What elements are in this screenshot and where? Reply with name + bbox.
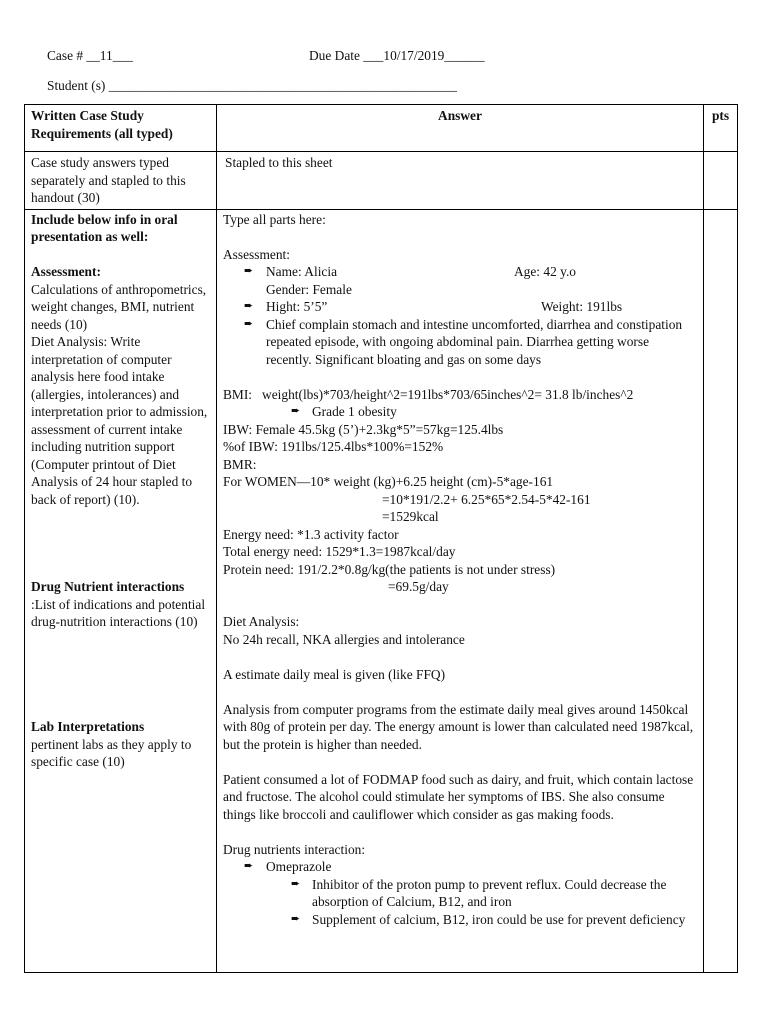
arrow-bullet-icon: ➨ [291,405,301,417]
ibw-calc: IBW: Female 45.5kg (5’)+2.3kg*5”=57kg=125.4lbs [223,421,504,437]
bullet-height [223,298,697,316]
patient-gender: Gender: Female [266,281,352,297]
table-row [25,152,738,210]
arrow-bullet-icon: ➨ [244,860,254,872]
assessment-label: Assessment: [223,246,290,262]
lab-title: Lab Interpretations [31,719,145,734]
table-header-row [25,105,738,152]
patient-name: Name: Alicia [266,264,338,279]
student-field: Student (s) ____________________________________________________ [47,78,457,93]
arrow-bullet-icon: ➨ [291,877,301,890]
supplement-note: Supplement of calcium, B12, iron could be use for prevent deficiency [312,911,686,927]
bmi-calc: BMI: weight(lbs)*703/height^2=191lbs*703/65inches^2= 31.8 lb/inches^2 [223,386,634,402]
due-date: Due Date ___10/17/2019______ [309,48,485,63]
patient-age: Age: 42 y.o [514,264,576,279]
pct-ibw-calc: %of IBW: 191lbs/125.4lbs*100%=152% [223,439,444,454]
no-recall: No 24h recall, NKA allergies and intolerance [223,631,465,647]
bullet-inhibitor [223,876,697,911]
arrow-bullet-icon: ➨ [244,317,254,330]
drug-nutrients-label: Drug nutrients interaction: [223,841,366,857]
inhibitor-note: Inhibitor of the proton pump to prevent reflux. Could decrease the absorption of Calcium, B12, and iron [312,876,667,909]
drug-title: Drug Nutrient interactions [31,579,185,594]
obesity-grade: Grade 1 obesity [312,404,397,419]
patient-height: Hight: 5’5” [266,299,328,314]
fodmap-note: Patient consumed a lot of FODMAP food such as dairy, and fruit, which contain lactose and fructose. The alcohol could stimulate her symptoms of IBS. She also consume things like broccoli and cauliflower which consider as gas making foods. [223,771,694,822]
total-energy-need: Total energy need: 1529*1.3=1987kcal/day [223,544,456,559]
col-header-answer: Answer [217,105,704,152]
bmr-calc: =10*191/2.2+ 6.25*65*2.54-5*42-161 [382,491,591,507]
protein-need: Protein need: 191/2.2*0.8g/kg(the patients is not under stress) [223,561,556,577]
arrow-bullet-icon: ➨ [244,300,254,312]
pts-cell [704,209,738,972]
bmr-label: BMR: [223,456,257,472]
case-number: Case # __11___ [47,48,133,63]
drug-section [31,578,210,631]
chief-complaint: Chief complain stomach and intestine uncomforted, diarrhea and constipation repeated episode, with ongoing abdominal pain. Diarrhea getting worse recently. Significant bloating and gas on some days [266,316,683,367]
computer-analysis: Analysis from computer programs from the estimate daily meal gives around 1450kcal with 80g of protein per day. The energy amount is lower than calculated need 1987kcal, but the protein is higher than needed. [223,701,694,752]
col-header-requirements: Written Case Study Requirements (all typed) [25,105,217,152]
answer-stapled [217,152,704,210]
answer-stapled-text: Stapled to this sheet [225,155,333,170]
requirements-cell [25,209,217,972]
arrow-bullet-icon: ➨ [244,265,254,277]
protein-result: =69.5g/day [388,579,449,594]
lab-text: pertinent labs as they apply to specific case (10) [31,736,192,769]
bmr-women-formula: For WOMEN—10* weight (kg)+6.25 height (cm)-5*age-161 [223,474,554,489]
bullet-name [223,263,697,281]
drug-text: :List of indications and potential drug-nutrition interactions (10) [31,596,206,629]
estimate-meal: A estimate daily meal is given (like FFQ) [223,666,446,682]
answer-cell [217,209,704,972]
type-all-parts: Type all parts here: [223,211,326,227]
assessment-text: Calculations of anthropometrics, weight changes, BMI, nutrient needs (10) [31,281,207,332]
bullet-omeprazole [223,858,697,876]
assessment-title: Assessment: [31,264,101,279]
oral-presentation-note: Include below info in oral presentation as well: [31,211,178,244]
arrow-bullet-icon: ➨ [291,912,301,925]
energy-need: Energy need: *1.3 activity factor [223,526,399,542]
bullet-chief-complaint [223,316,697,369]
omeprazole: Omeprazole [266,859,332,874]
pts-cell [704,152,738,210]
diet-analysis-text: Diet Analysis: Write interpretation of computer analysis here food intake (allergies, intolerances) and interpretation prior to admission, assessment of current intake including nutrition support (Computer printout of Diet Analysis of 24 hour stapled to back of report) (10). [31,334,208,507]
col-header-pts: pts [704,105,738,152]
bmr-result: =1529kcal [382,509,439,524]
bullet-obesity [223,403,697,421]
diet-analysis-label: Diet Analysis: [223,614,300,629]
bullet-supplement [223,911,697,929]
patient-weight: Weight: 191lbs [541,299,623,314]
table-row [25,209,738,972]
requirement-typed: Case study answers typed separately and stapled to this handout (30) [25,152,217,210]
case-study-table [24,104,738,973]
